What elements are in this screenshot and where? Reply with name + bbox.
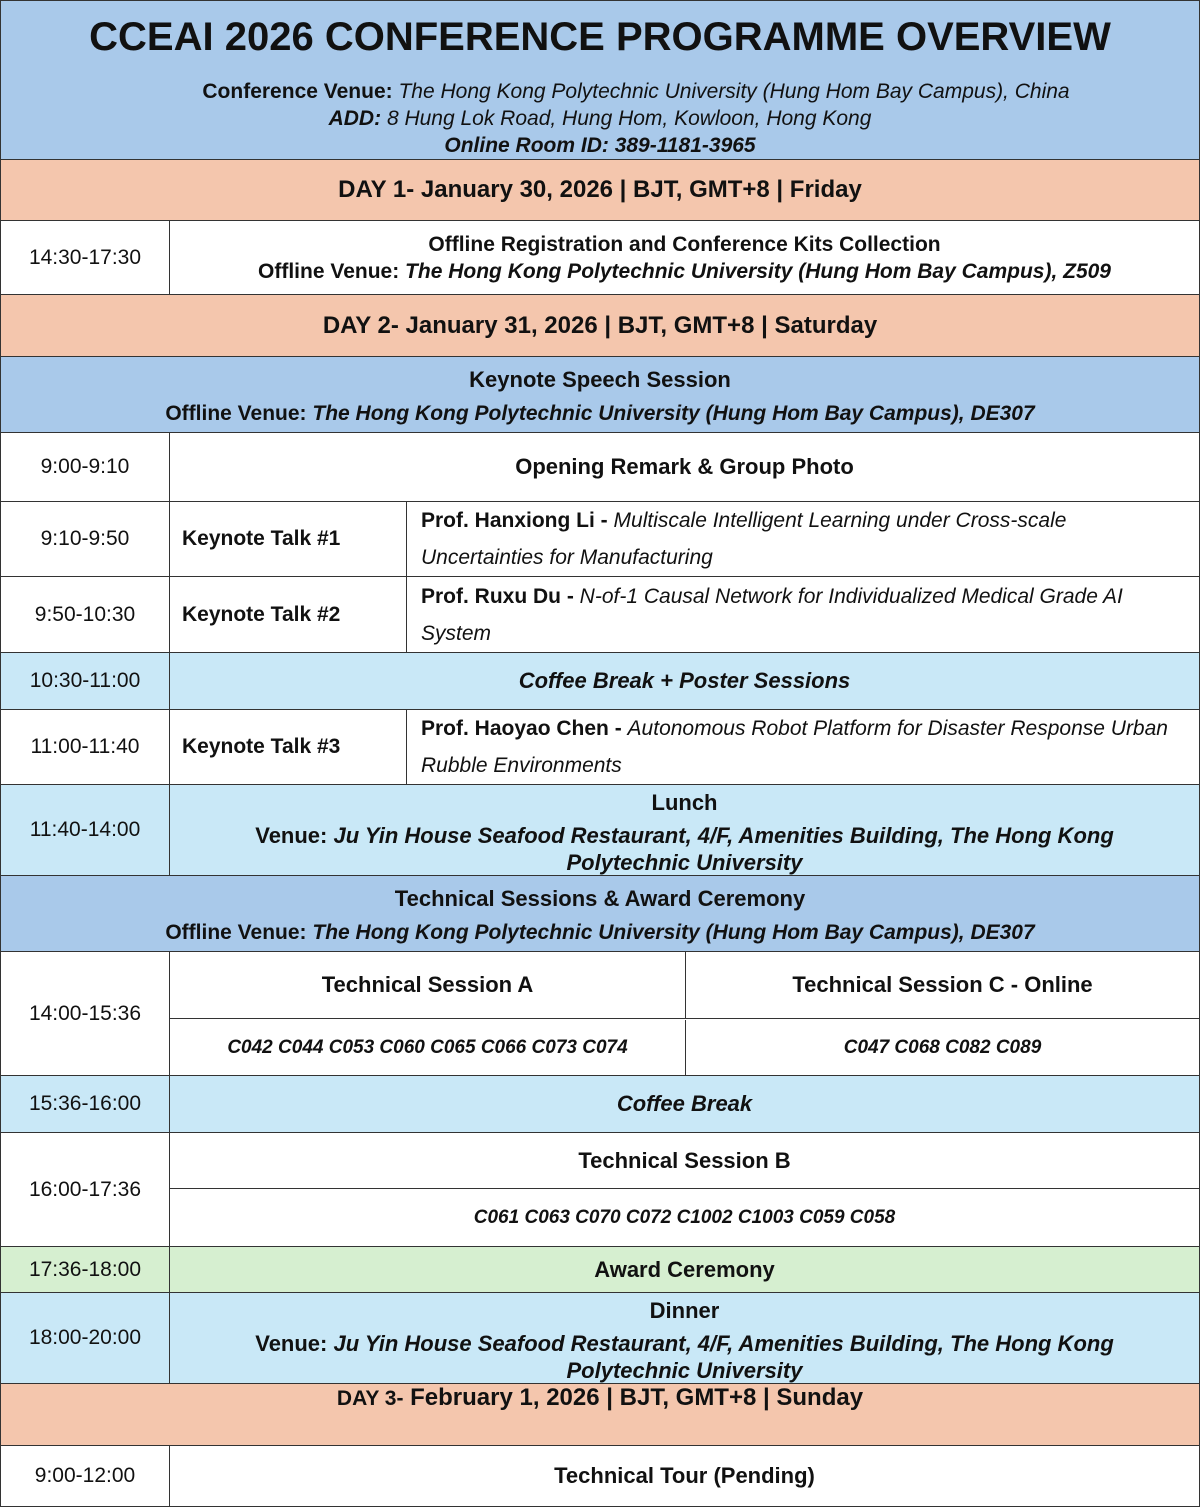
day2-header	[1, 295, 1199, 357]
keynote-3-time: 11:00-11:40	[1, 710, 170, 784]
technical-tour-row	[1, 1446, 1199, 1506]
keynote-2-details	[407, 577, 1199, 652]
programme-header	[1, 1, 1199, 160]
registration-title: Offline Registration and Conference Kits Collection	[428, 232, 941, 256]
technical-sessions-venue	[165, 918, 1034, 948]
registration-details	[170, 221, 1199, 294]
session-a-title: Technical Session A	[170, 952, 686, 1019]
opening-time: 9:00-9:10	[1, 433, 170, 501]
session-c-title: Technical Session C - Online	[686, 952, 1199, 1019]
award-title: Award Ceremony	[594, 1256, 775, 1282]
session-b-title: Technical Session B	[170, 1133, 1199, 1189]
dinner-venue-value: Ju Yin House Seafood Restaurant, 4/F, Amenities Building, The Hong Kong Polytechnic University	[333, 1331, 1114, 1383]
opening-row	[1, 433, 1199, 502]
keynote-row-2	[1, 577, 1199, 653]
keynote-1-label: Keynote Talk #1	[170, 502, 407, 576]
session-b-row	[1, 1133, 1199, 1247]
lunch-venue	[210, 822, 1159, 876]
registration-time: 14:30-17:30	[1, 221, 170, 294]
dinner-row	[1, 1293, 1199, 1384]
session-a-papers: C042 C044 C053 C060 C065 C066 C073 C074	[170, 1020, 686, 1075]
address-value: 8 Hung Lok Road, Hung Hom, Kowloon, Hong Kong	[386, 107, 872, 130]
coffee-break-poster-row	[1, 653, 1199, 710]
keynote-3-topic: Autonomous Robot Platform for Disaster Response Urban Rubble Environments	[421, 717, 1168, 777]
keynote-3-speaker: Prof. Haoyao Chen -	[421, 717, 622, 740]
keynote-1-time: 9:10-9:50	[1, 502, 170, 576]
keynote-2-label: Keynote Talk #2	[170, 577, 407, 652]
dinner-venue-label: Venue:	[255, 1331, 328, 1356]
session-b-papers: C061 C063 C070 C072 C1002 C1003 C059 C058	[473, 1207, 896, 1228]
technical-sessions-details	[1, 876, 1199, 951]
keynote-row-1	[1, 502, 1199, 577]
lunch-venue-value: Ju Yin House Seafood Restaurant, 4/F, Amenities Building, The Hong Kong Polytechnic University	[333, 823, 1114, 875]
dinner-time: 18:00-20:00	[1, 1293, 170, 1383]
coffee-break-row	[1, 1076, 1199, 1133]
address-label: ADD:	[328, 107, 382, 130]
day1-registration-row	[1, 221, 1199, 295]
keynote-1-details	[407, 502, 1199, 576]
lunch-details	[170, 785, 1199, 875]
venue-value: The Hong Kong Polytechnic University (Hung Hom Bay Campus), China	[398, 80, 1070, 103]
day3-header	[1, 1384, 1199, 1446]
lunch-venue-label: Venue:	[255, 823, 328, 848]
keynote-1-speaker: Prof. Hanxiong Li -	[421, 509, 608, 532]
lunch-time: 11:40-14:00	[1, 785, 170, 875]
keynote-1-topic: Multiscale Intelligent Learning under Cross-scale Uncertainties for Manufacturing	[421, 509, 1067, 569]
day1-header	[1, 160, 1199, 221]
dinner-venue	[210, 1330, 1159, 1384]
dinner-title: Dinner	[649, 1298, 720, 1323]
conference-venue	[1, 78, 1200, 105]
conference-address	[1, 105, 1199, 132]
day3-title-rest: February 1, 2026 | BJT, GMT+8 | Sunday	[403, 1384, 864, 1411]
award-time: 17:36-18:00	[1, 1247, 170, 1292]
registration-venue-value: The Hong Kong Polytechnic University (Hung Hom Bay Campus), Z509	[405, 259, 1111, 283]
lunch-row	[1, 785, 1199, 876]
session-c-papers: C047 C068 C082 C089	[843, 1036, 1042, 1058]
registration-venue	[258, 258, 1111, 285]
coffee-break-2-time: 15:36-16:00	[1, 1076, 170, 1132]
online-room-id: Online Room ID: 389-1181-3965	[444, 134, 756, 157]
dinner-details	[170, 1293, 1199, 1383]
tour-title: Technical Tour (Pending)	[554, 1463, 815, 1488]
day3-title-prefix: DAY 3-	[336, 1387, 404, 1410]
keynote-3-label: Keynote Talk #3	[170, 710, 407, 784]
page-title: CCEAI 2026 CONFERENCE PROGRAMME OVERVIEW	[89, 15, 1111, 59]
technical-venue-value: The Hong Kong Polytechnic University (Hung Hom Bay Campus), DE307	[312, 920, 1035, 944]
sessions-ac-row	[1, 952, 1199, 1076]
keynote-session-venue	[165, 399, 1034, 429]
keynote-session-header	[1, 357, 1199, 433]
opening-title: Opening Remark & Group Photo	[515, 454, 854, 479]
technical-venue-label: Offline Venue:	[165, 920, 307, 944]
award-ceremony-row	[1, 1247, 1199, 1293]
keynote-2-topic: N-of-1 Causal Network for Individualized Medical Grade AI System	[421, 584, 1123, 645]
lunch-title: Lunch	[651, 790, 718, 815]
day1-title: DAY 1- January 30, 2026 | BJT, GMT+8 | Friday	[338, 176, 862, 203]
day2-title: DAY 2- January 31, 2026 | BJT, GMT+8 | Saturday	[322, 311, 878, 339]
registration-venue-label: Offline Venue:	[258, 259, 400, 283]
tour-time: 9:00-12:00	[1, 1446, 170, 1506]
coffee-break-1-time: 10:30-11:00	[1, 653, 170, 709]
technical-sessions-header	[1, 876, 1199, 952]
keynote-3-details	[407, 710, 1199, 784]
keynote-2-time: 9:50-10:30	[1, 577, 170, 652]
keynote-row-3	[1, 710, 1199, 785]
sessions-ac-time: 14:00-15:36	[1, 952, 170, 1075]
keynote-2-speaker: Prof. Ruxu Du -	[421, 584, 574, 608]
day3-title	[1, 1384, 1199, 1445]
coffee-break-2-title: Coffee Break	[616, 1091, 753, 1116]
venue-label: Conference Venue:	[202, 80, 393, 103]
keynote-session-details	[1, 357, 1199, 432]
keynote-venue-value: The Hong Kong Polytechnic University (Hung Hom Bay Campus), DE307	[312, 401, 1035, 425]
coffee-break-1-title: Coffee Break + Poster Sessions	[518, 668, 851, 693]
session-b-time: 16:00-17:36	[1, 1133, 170, 1246]
technical-sessions-title: Technical Sessions & Award Ceremony	[394, 885, 806, 911]
keynote-session-title: Keynote Speech Session	[469, 366, 731, 392]
keynote-venue-label: Offline Venue:	[165, 401, 307, 425]
